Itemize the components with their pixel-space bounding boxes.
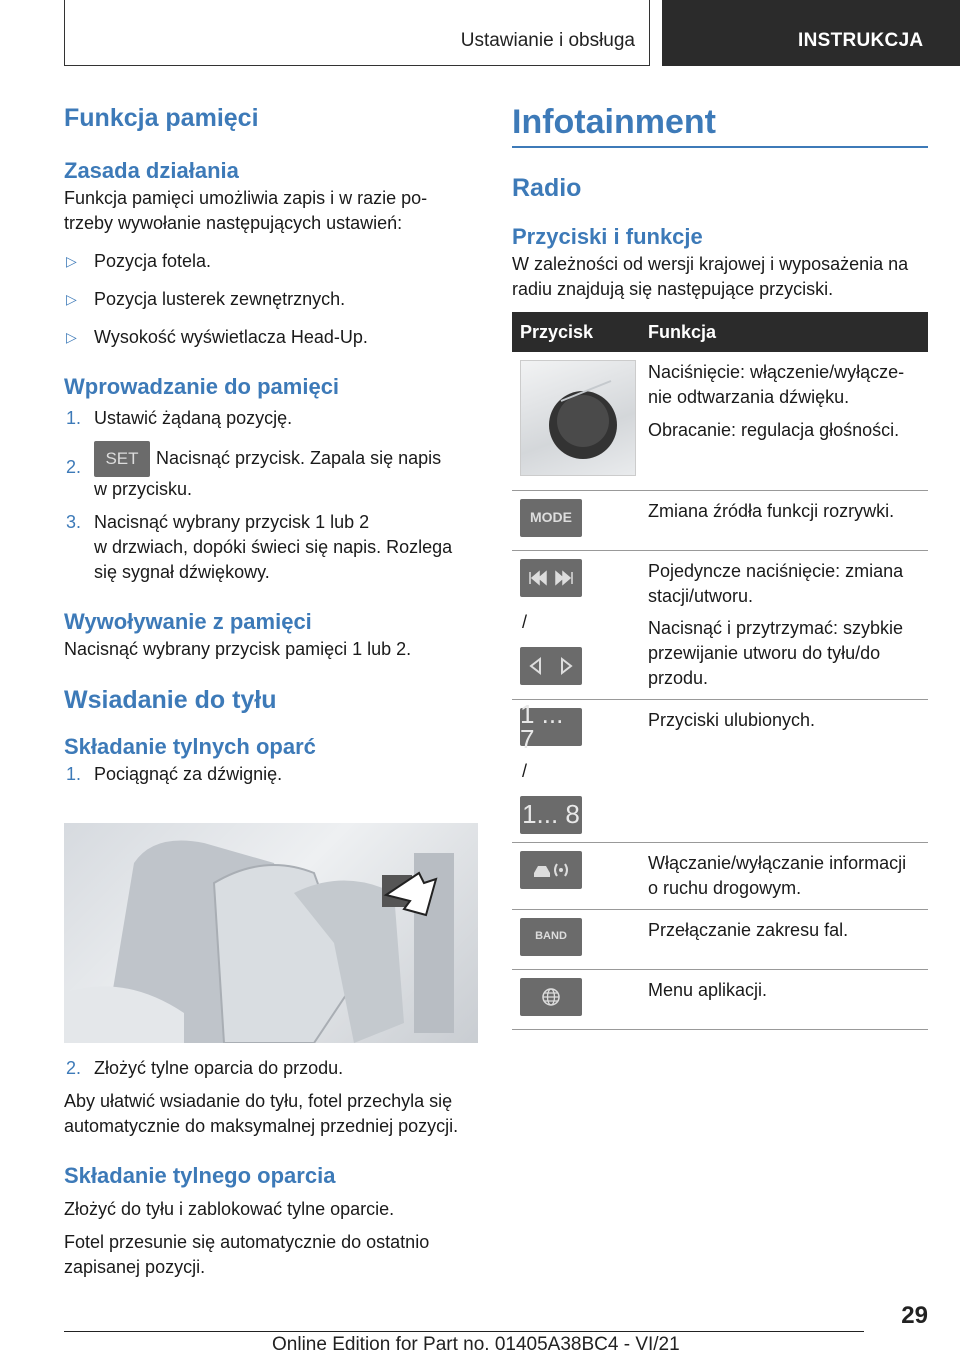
table-row: Menu aplikacji. [512, 969, 928, 1029]
table-row: MODE Zmiana źródła funkcji rozrywki. [512, 490, 928, 550]
table-row: Włączanie/wyłączanie informacji o ruchu drogowym. [512, 842, 928, 909]
triangle-icon: ▷ [66, 253, 77, 269]
fold-back-heading: Składanie tylnego oparcia [64, 1163, 336, 1188]
favorites-1-7-key-image: 1 ... 7 [520, 708, 582, 746]
rear-seat-photo [64, 823, 478, 1043]
fold-back-p2-2: zapisanej pozycji. [64, 1257, 206, 1277]
rear-entry-title: Wsiadanie do tyłu [64, 686, 277, 714]
band-key-image: BAND [520, 918, 582, 956]
fold-back-p2-1: Fotel przesunie się automatycznie do ostatnio [64, 1232, 430, 1252]
memory-title: Funkcja pamięci [64, 104, 259, 132]
header-tag-box [662, 0, 960, 66]
table-header-button: Przycisk [512, 312, 640, 352]
header-section-title: Ustawianie i obsługa [460, 30, 635, 51]
fold-step-1: 1. Pociągnąć za dźwignię. [66, 764, 283, 784]
fold-note-2: automatycznie do maksymalnej przedniej pozycji. [64, 1116, 459, 1136]
principle-intro-2: trzeby wywołanie następujących ustawień: [64, 213, 403, 233]
store-heading: Wprowadzanie do pamięci [64, 374, 340, 399]
header-section-box [64, 0, 650, 66]
infotainment-title: Infotainment [512, 103, 716, 141]
radio-heading: Radio [512, 174, 582, 202]
left-column [64, 100, 478, 787]
favorites-1-8-key-image: 1... 8 [520, 796, 582, 834]
table-row: BAND Przełączanie zakresu fal. [512, 909, 928, 969]
table-row: Naciśnięcie: włączenie/wyłącze- nie odtwarzania dźwięku. Obracanie: regulacja głośności. [512, 352, 928, 490]
store-step-1: 1. Ustawić żądaną pozycję. [66, 408, 293, 428]
traffic-info-key-image [520, 851, 582, 889]
volume-knob-image [520, 360, 636, 476]
fold-step-2: 2. Złożyć tylne oparcia do przodu. [66, 1058, 344, 1078]
fold-rear-heading: Składanie tylnych oparć [64, 734, 316, 759]
footer-edition: Online Edition for Part no. 01405A38BC4 - VI/21 [272, 1334, 680, 1355]
buttons-heading: Przyciski i funkcje [512, 224, 703, 249]
footer-divider [64, 1331, 864, 1332]
buttons-table [512, 312, 928, 1030]
buttons-intro-2: radiu znajdują się następujące przyciski. [512, 279, 834, 299]
table-row: 1 ... 7 / 1... 8 Przyciski ulubionych. [512, 699, 928, 842]
set-button-image: SET [94, 441, 150, 477]
principle-intro-1: Funkcja pamięci umożliwia zapis i w razie po- [64, 188, 428, 208]
principle-heading: Zasada działania [64, 158, 239, 183]
bullet-item: ▷ Pozycja fotela. [64, 249, 478, 274]
left-column-lower [64, 1056, 478, 1280]
globe-icon [520, 978, 582, 1016]
mode-key-image: MODE [520, 499, 582, 537]
bullet-item: ▷ Wysokość wyświetlacza Head-Up. [64, 325, 478, 350]
title-divider [512, 146, 928, 148]
store-step-2: 2. SET Nacisnąć przycisk. Zapala się napis w przycisku. [64, 441, 478, 502]
recall-heading: Wywoływanie z pamięci [64, 609, 312, 634]
bullet-item: ▷ Pozycja lusterek zewnętrznych. [64, 287, 478, 312]
right-column [512, 100, 928, 1030]
recall-text: Nacisnąć wybrany przycisk pamięci 1 lub 2. [64, 639, 412, 659]
header-tag: INSTRUKCJA [798, 30, 924, 51]
table-header-function: Funkcja [640, 312, 928, 352]
store-step-3: 3. Nacisnąć wybrany przycisk 1 lub 2 w drzwiach, dopóki świeci się napis. Rozlega się sygnał dźwiękowy. [66, 512, 453, 582]
table-row: / Pojedyncze naciśnięcie: zmiana stacji/utworu. Nacisnąć i przytrzymać: szybkie przewijanie utworu do tyłu/do przodu. [512, 550, 928, 699]
buttons-intro-1: W zależności od wersji krajowej i wyposażenia na [512, 254, 909, 274]
page-number: 29 [901, 1302, 928, 1329]
seek-arrows-key-image [520, 647, 582, 685]
triangle-icon: ▷ [66, 291, 77, 307]
fold-note-1: Aby ułatwić wsiadanie do tyłu, fotel przechyla się [64, 1091, 453, 1111]
fold-back-p1: Złożyć do tyłu i zablokować tylne oparcie. [64, 1199, 395, 1219]
track-skip-key-image [520, 559, 582, 597]
triangle-icon: ▷ [66, 329, 77, 345]
